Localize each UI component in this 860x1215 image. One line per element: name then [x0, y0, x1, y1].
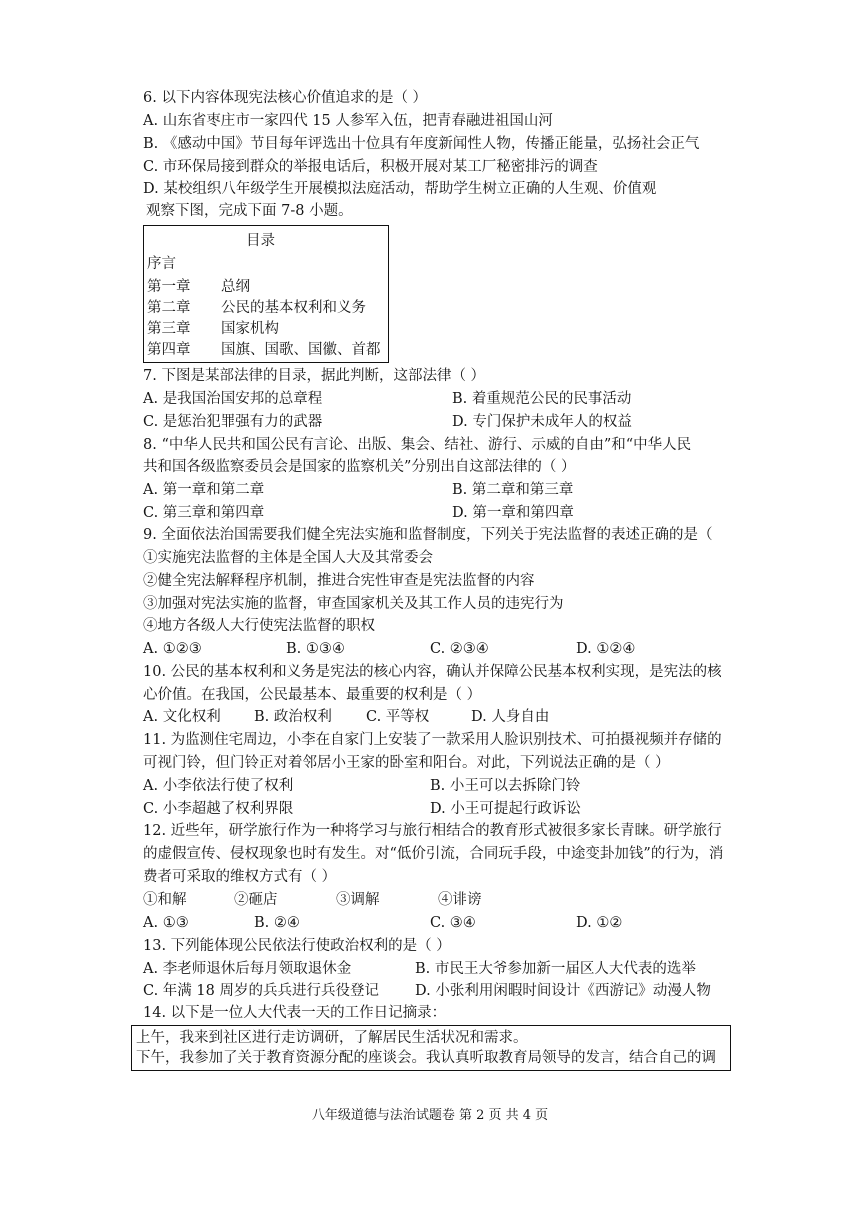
q12-item-4: ④诽谤 [438, 892, 482, 908]
q11-stem-2: 可视门铃，但门铃正对着邻居小王家的卧室和阳台。对此，下列说法正确的是（ ） [143, 755, 670, 771]
q9-stem: 9. 全面依法治国需要我们健全宪法实施和监督制度，下列关于宪法监督的表述正确的是（ [143, 527, 713, 543]
toc-chapter-4-name: 国旗、国歌、国徽、首都 [221, 342, 381, 358]
toc-chapter-3-name: 国家机构 [221, 321, 279, 337]
q6-option-c: C. 市环保局接到群众的举报电话后，积极开展对某工厂秘密排污的调查 [143, 159, 598, 175]
q12-stem-1: 12. 近些年，研学旅行作为一种将学习与旅行相结合的教育形式被很多家长青睐。研学旅行 [143, 823, 722, 839]
q8-option-c: C. 第三章和第四章 [143, 505, 265, 521]
page-footer: 八年级道德与法治试题卷 第 2 页 共 4 页 [311, 1108, 549, 1123]
toc-chapter-4-num: 第四章 [147, 342, 191, 358]
q8-option-a: A. 第一章和第二章 [143, 482, 265, 498]
toc-chapter-2-num: 第二章 [147, 300, 191, 316]
q13-option-a: A. 李老师退休后每月领取退休金 [143, 961, 352, 977]
q11-option-b: B. 小王可以去拆除门铃 [430, 778, 581, 794]
q6-option-d: D. 某校组织八年级学生开展模拟法庭活动，帮助学生树立正确的人生观、价值观 [143, 181, 657, 197]
q9-item-3: ③加强对宪法实施的监督，审查国家机关及其工作人员的违宪行为 [143, 596, 564, 612]
q10-stem-2: 心价值。在我国，公民最基本、最重要的权利是（ ） [143, 687, 482, 703]
toc-chapter-3-num: 第三章 [147, 321, 191, 337]
q14-stem: 14. 以下是一位人大代表一天的工作日记摘录： [143, 1005, 447, 1021]
q11-option-c: C. 小李超越了权利界限 [143, 801, 294, 817]
toc-chapter-1-num: 第一章 [147, 279, 191, 295]
q12-item-3: ③调解 [336, 892, 380, 908]
q14-diary-line-2: 下午，我参加了关于教育资源分配的座谈会。我认真听取教育局领导的发言，结合自己的调 [136, 1050, 716, 1066]
q9-option-d: D. ①②④ [576, 641, 636, 657]
q12-item-1: ①和解 [143, 892, 187, 908]
q12-option-d: D. ①② [576, 915, 623, 931]
q12-stem-3: 费者可采取的维权方式有（ ） [143, 869, 337, 885]
toc-chapter-1-name: 总纲 [221, 279, 250, 295]
q9-item-1: ①实施宪法监督的主体是全国人大及其常委会 [143, 550, 433, 566]
toc-box [143, 225, 389, 363]
q9-option-b: B. ①③④ [286, 641, 345, 657]
q14-diary-line-1: 上午，我来到社区进行走访调研，了解居民生活状况和需求。 [136, 1030, 528, 1046]
toc-preface: 序言 [147, 256, 176, 272]
q9-option-c: C. ②③④ [430, 641, 489, 657]
q13-option-b: B. 市民王大爷参加新一届区人大代表的选举 [415, 961, 696, 977]
q10-option-b: B. 政治权利 [254, 709, 332, 725]
q8-option-d: D. 第一章和第四章 [452, 505, 574, 521]
q7-option-a: A. 是我国治国安邦的总章程 [143, 391, 323, 407]
q8-stem-1: 8. “中华人民共和国公民有言论、出版、集会、结社、游行、示威的自由”和“中华人民 [143, 437, 692, 453]
q13-option-c: C. 年满 18 周岁的兵兵进行兵役登记 [143, 983, 379, 999]
q10-option-a: A. 文化权利 [143, 709, 221, 725]
q7-stem: 7. 下图是某部法律的目录，据此判断，这部法律（ ） [143, 368, 486, 384]
q13-stem: 13. 下列能体现公民依法行使政治权利的是（ ） [143, 938, 451, 954]
q12-option-b: B. ②④ [254, 915, 300, 931]
q11-option-d: D. 小王可提起行政诉讼 [430, 801, 581, 817]
q10-option-c: C. 平等权 [366, 709, 430, 725]
q10-stem-1: 10. 公民的基本权利和义务是宪法的核心内容，确认并保障公民基本权利实现，是宪法的核 [143, 664, 722, 680]
q12-option-c: C. ③④ [430, 915, 476, 931]
q8-option-b: B. 第二章和第三章 [452, 482, 574, 498]
q13-option-d: D. 小张利用闲暇时间设计《西游记》动漫人物 [415, 983, 711, 999]
q7-option-b: B. 着重规范公民的民事活动 [452, 391, 632, 407]
q6-stem: 6. 以下内容体现宪法核心价值追求的是（ ） [143, 90, 428, 106]
q7-option-c: C. 是惩治犯罪强有力的武器 [143, 414, 323, 430]
q9-item-4: ④地方各级人大行使宪法监督的职权 [143, 618, 375, 634]
q6-option-b: B. 《感动中国》节目每年评选出十位具有年度新闻性人物，传播正能量，弘扬社会正气 [143, 136, 700, 152]
toc-title: 目录 [246, 233, 275, 249]
q8-stem-2: 共和国各级监察委员会是国家的监察机关”分别出自这部法律的（ ） [143, 459, 576, 475]
q12-item-2: ②砸店 [234, 892, 278, 908]
q11-option-a: A. 小李依法行使了权利 [143, 778, 294, 794]
q12-option-a: A. ①③ [143, 915, 189, 931]
intro-7-8: 观察下图，完成下面 7-8 小题。 [146, 203, 353, 219]
q9-option-a: A. ①②③ [143, 641, 202, 657]
q7-option-d: D. 专门保护未成年人的权益 [452, 414, 632, 430]
q11-stem-1: 11. 为监测住宅周边，小李在自家门上安装了一款采用人脸识别技术、可拍摄视频并存储的 [143, 732, 722, 748]
toc-chapter-2-name: 公民的基本权利和义务 [221, 300, 366, 316]
q14-diary-box [131, 1025, 731, 1071]
q10-option-d: D. 人身自由 [471, 709, 550, 725]
q6-option-a: A. 山东省枣庄市一家四代 15 人参军入伍，把青春融进祖国山河 [143, 113, 553, 129]
q12-stem-2: 的虚假宣传、侵权现象也时有发生。对“低价引流，合同玩手段，中途变卦加钱”的行为，消 [143, 846, 724, 862]
q9-item-2: ②健全宪法解释程序机制，推进合宪性审查是宪法监督的内容 [143, 573, 535, 589]
